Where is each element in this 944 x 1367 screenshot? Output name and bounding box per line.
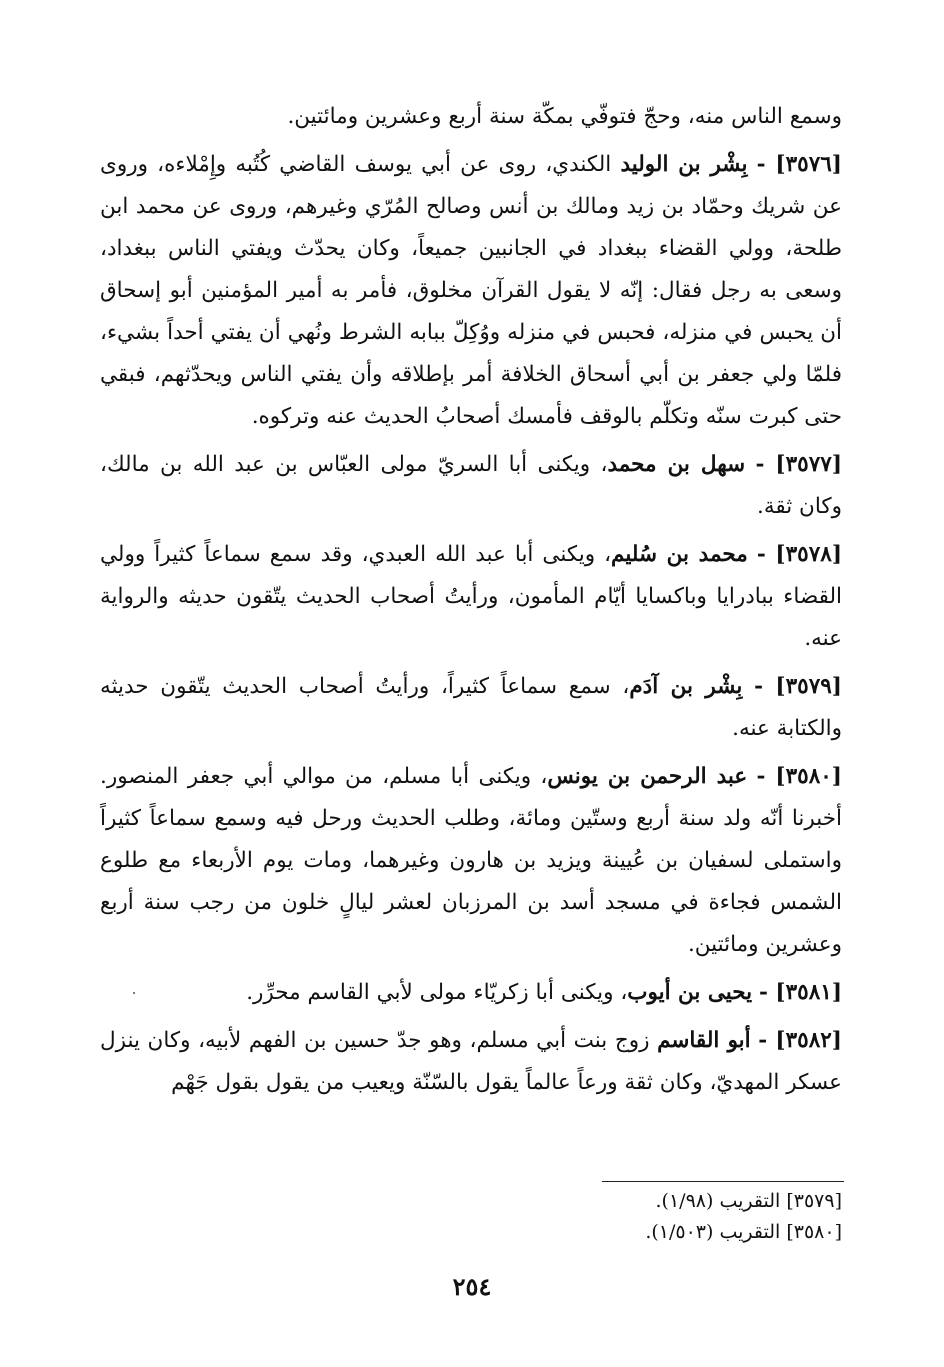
footnotes (645, 1186, 842, 1248)
entry-text: ، سمع سماعاً كثيراً، ورأيتُ أصحاب الحديث يتّقون حديثه والكتابة عنه. (100, 674, 842, 741)
entry-3580 (100, 756, 842, 966)
entry-3582 (100, 1020, 842, 1104)
footnote: [٣٥٨٠] التقريب (١/٥٠٣). (645, 1221, 842, 1243)
entry-3577 (100, 444, 842, 528)
entry-number: [٣٥٨٠] - (756, 764, 842, 789)
entry-number: [٣٥٨١] - (759, 980, 842, 1005)
entry-name: يحيى بن أيوب (627, 980, 753, 1005)
entry-name: عبد الرحمن بن يونس (547, 764, 748, 789)
entry-name: أبو القاسم (657, 1028, 751, 1053)
entry-text: ، ويكنى أبا السريّ مولى العبّاس بن عبد الله بن مالك، وكان ثقة. (100, 452, 842, 519)
entry-text: ، ويكنى أبا زكريّاء مولى لأبي القاسم محرِّر. (246, 980, 628, 1005)
entry-text: الكندي، روى عن أبي يوسف القاضي كُتُبه وإِمْلاءه، وروى عن شريك وحمّاد بن زيد ومالك بن أنس وصالح المُرّي وغيرهم، وروى عن محمد ابن طلحة، وولي القضاء ببغداد في الجانبين جميعاً، وكان يحدّث ويفتي الناس ببغداد، وسعى به رجل فقال: إنّه لا يقول القرآن مخلوق، فأمر به أمير المؤمنين أبو إسحاق أن يحبس في منزله، فحبس في منزله ووُكِلّ ببابه الشرط ونُهي أن يفتي أحداً بشيء، فلمّا ولي جعفر بن أبي أسحاق الخلافة أمر بإطلاقه وأن يفتي الناس ويحدّثهم، فبقي حتى كبرت سنّه وتكلّم بالوقف فأمسك أصحابُ الحديث عنه وتركوه. (100, 152, 842, 429)
scan-speck (133, 992, 135, 994)
entry-number: [٣٥٧٦] - (756, 152, 842, 177)
entry-3579 (100, 666, 842, 750)
entry-3578 (100, 534, 842, 660)
entry-name: بِشْر بن الوليد (620, 152, 748, 177)
entry-number: [٣٥٨٢] - (758, 1028, 842, 1053)
entry-text: وسمع الناس منه، وحجّ فتوفّي بمكّة سنة أربع وعشرين ومائتين. (287, 104, 842, 129)
entry-number: [٣٥٧٩] - (754, 674, 842, 699)
footnote: [٣٥٧٩] التقريب (١/٩٨). (655, 1190, 842, 1212)
paragraph-continuation (100, 96, 842, 138)
entry-text: ، ويكنى أبا مسلم، من موالي أبي جعفر المنصور. أخبرنا أنّه ولد سنة أربع وستّين ومائة، وطلب الحديث ورحل فيه وسمع سماعاً كثيراً واستملى لسفيان بن عُيينة ويزيد بن هارون وغيرهما، ومات يوم الأربعاء مع طلوع الشمس فجاءة في مسجد أسد بن المرزبان لعشر ليالٍ خلون من رجب سنة أربع وعشرين ومائتين. (100, 764, 842, 957)
entry-number: [٣٥٧٧] - (755, 452, 842, 477)
entry-3581 (100, 972, 842, 1014)
page-body (100, 96, 842, 1110)
entry-name: سهل بن محمد (607, 452, 746, 477)
entry-text: زوج بنت أبي مسلم، وهو جدّ حسين بن الفهم لأبيه، وكان ينزل عسكر المهديّ، وكان ثقة ورعاً عالماً يقول بالسّنّة ويعيب من يقول بقول جَهْم (100, 1028, 842, 1095)
entry-number: [٣٥٧٨] - (756, 542, 842, 567)
entry-name: بِشْر بن آدَم (629, 674, 743, 699)
page-number: ٢٥٤ (452, 1272, 492, 1301)
entry-name: محمد بن سُليم (611, 542, 748, 567)
footnote-divider (602, 1181, 844, 1182)
entry-text: ، ويكنى أبا عبد الله العبدي، وقد سمع سماعاً كثيراً وولي القضاء ببادرايا وباكسايا أيّام المأمون، ورأيتُ أصحاب الحديث يتّقون حديثه والرواية عنه. (100, 542, 842, 651)
entry-3576 (100, 144, 842, 438)
